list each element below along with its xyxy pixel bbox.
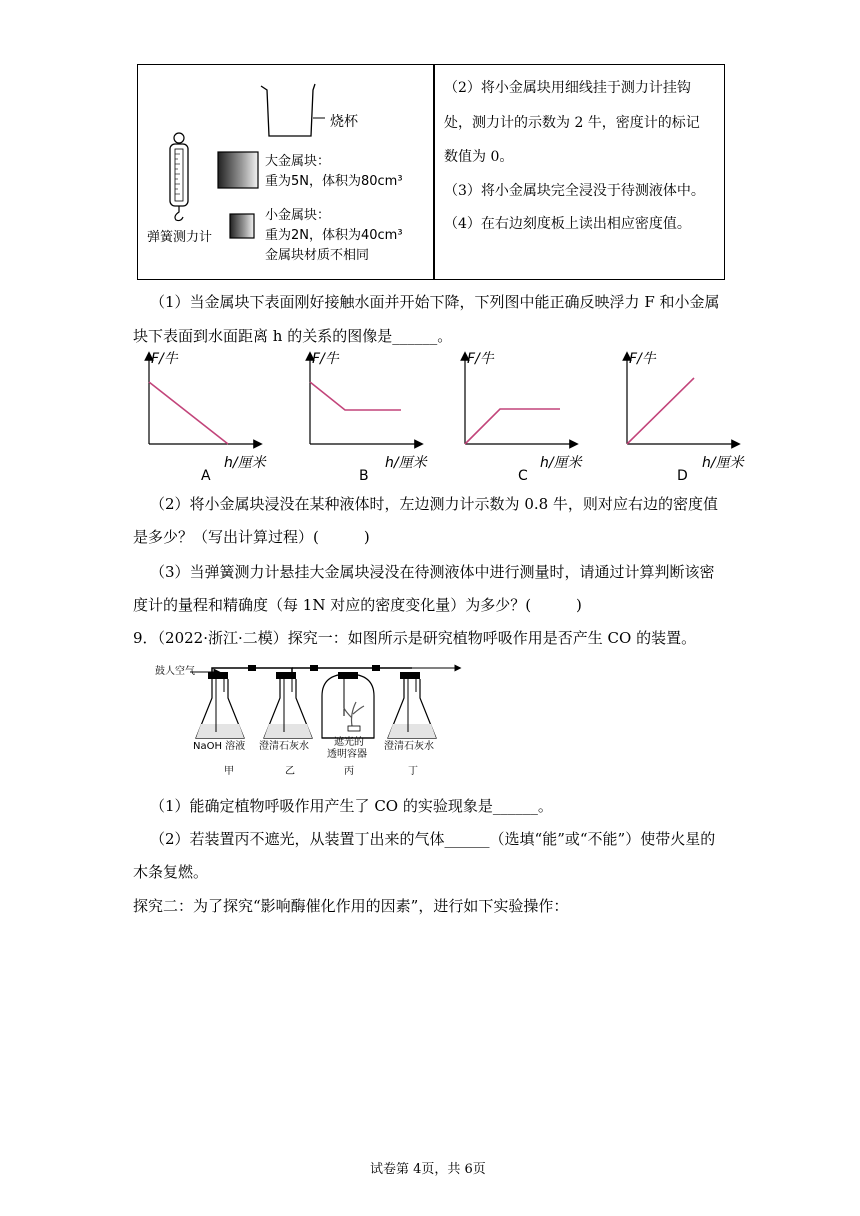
q8-part1-line1: （1）当金属块下表面刚好接触水面并开始下降，下列图中能正确反映浮力 F 和小金属 — [150, 293, 720, 311]
graph-b-xlabel: h/厘米 — [385, 455, 427, 471]
flask-jia-name: 甲 — [224, 766, 234, 777]
graph-b-line — [310, 382, 401, 410]
small-block-icon — [230, 214, 254, 238]
flask-ding-label: 澄清石灰水 — [384, 741, 434, 752]
flask-yi-label: 澄清石灰水 — [259, 741, 309, 752]
flask-ding — [388, 672, 436, 738]
step2-line3: 数值为 0。 — [444, 149, 514, 165]
graph-a-ylabel: F/牛 — [151, 351, 178, 367]
material-note: 金属块材质不相同 — [265, 248, 370, 263]
graph-d — [627, 356, 736, 444]
flask-jia — [196, 672, 244, 738]
graph-c-xlabel: h/厘米 — [540, 455, 582, 471]
graph-c-line — [465, 409, 560, 444]
graph-d-letter: D — [677, 468, 688, 484]
graph-d-line — [627, 378, 694, 444]
q8-part1-line2: 块下表面到水面距离 h 的关系的图像是______。 — [133, 327, 453, 345]
container-bing-label2: 透明容器 — [327, 749, 367, 760]
graph-a — [149, 356, 258, 444]
q9-header: 9．（2022·浙江·二模）探究一：如图所示是研究植物呼吸作用是否产生 CO 的装置。 — [133, 629, 697, 647]
spring-scale-icon — [170, 133, 188, 221]
beaker-label: 烧杯 — [330, 114, 358, 130]
big-block-icon — [218, 152, 258, 188]
q8-part3-line1: （3）当弹簧测力计悬挂大金属块浸没在待测液体中进行测量时，请通过计算判断该密 — [150, 563, 715, 581]
container-bing — [322, 672, 374, 738]
spring-scale-label: 弹簧测力计 — [147, 230, 213, 245]
q8-part2-line1: （2）将小金属块浸没在某种液体时，左边测力计示数为 0.8 牛，则对应右边的密度值 — [150, 495, 718, 513]
step2-line2: 处，测力计的示数为 2 牛，密度计的标记 — [444, 115, 700, 131]
step2-line1: （2）将小金属块用细线挂于测力计挂钩 — [444, 80, 691, 96]
graph-c — [465, 356, 574, 444]
step4: （4）在右边刻度板上读出相应密度值。 — [444, 216, 691, 232]
graph-b — [310, 356, 419, 444]
q9-sub2-line1: （2）若装置丙不遮光，从装置丁出来的气体______（选填“能”或“不能”）使带火星的 — [150, 830, 716, 848]
table-divider — [433, 64, 435, 280]
graph-b-ylabel: F/牛 — [312, 351, 339, 367]
big-block-name: 大金属块： — [265, 154, 331, 169]
small-block-name: 小金属块： — [265, 208, 331, 223]
container-bing-name: 丙 — [344, 766, 354, 777]
apparatus-figure — [139, 66, 431, 278]
q8-part2-line2: 是多少？（写出计算过程）( ) — [133, 528, 370, 546]
page-footer: 试卷第 4页，共 6页 — [370, 1162, 486, 1177]
flask-yi — [264, 672, 312, 738]
respiration-apparatus — [150, 656, 470, 786]
graph-a-xlabel: h/厘米 — [224, 455, 266, 471]
container-bing-label1: 遮光的 — [334, 737, 364, 748]
graph-b-letter: B — [359, 468, 369, 484]
q9-part2: 探究二：为了探究“影响酶催化作用的因素”，进行如下实验操作： — [133, 897, 569, 915]
flask-jia-label: NaOH 溶液 — [193, 741, 246, 752]
flask-yi-name: 乙 — [285, 766, 295, 777]
graph-d-xlabel: h/厘米 — [702, 455, 744, 471]
graph-a-line — [149, 382, 228, 444]
graph-c-ylabel: F/牛 — [467, 351, 494, 367]
q8-part3-line2: 度计的量程和精确度（每 1N 对应的密度变化量）为多少？( ) — [133, 596, 582, 614]
flask-ding-name: 丁 — [408, 766, 418, 777]
beaker-icon — [261, 84, 315, 136]
graph-a-letter: A — [201, 468, 211, 484]
graph-d-ylabel: F/牛 — [629, 351, 656, 367]
air-in-label: 鼓人空气 — [155, 666, 195, 677]
q9-sub2-line2: 木条复燃。 — [133, 863, 209, 881]
step3: （3）将小金属块完全浸没于待测液体中。 — [444, 183, 705, 199]
big-block-spec: 重为5N，体积为80cm³ — [265, 174, 403, 189]
q9-sub1: （1）能确定植物呼吸作用产生了 CO 的实验现象是______。 — [150, 797, 553, 815]
graph-c-letter: C — [518, 468, 528, 484]
small-block-spec: 重为2N，体积为40cm³ — [265, 228, 403, 243]
